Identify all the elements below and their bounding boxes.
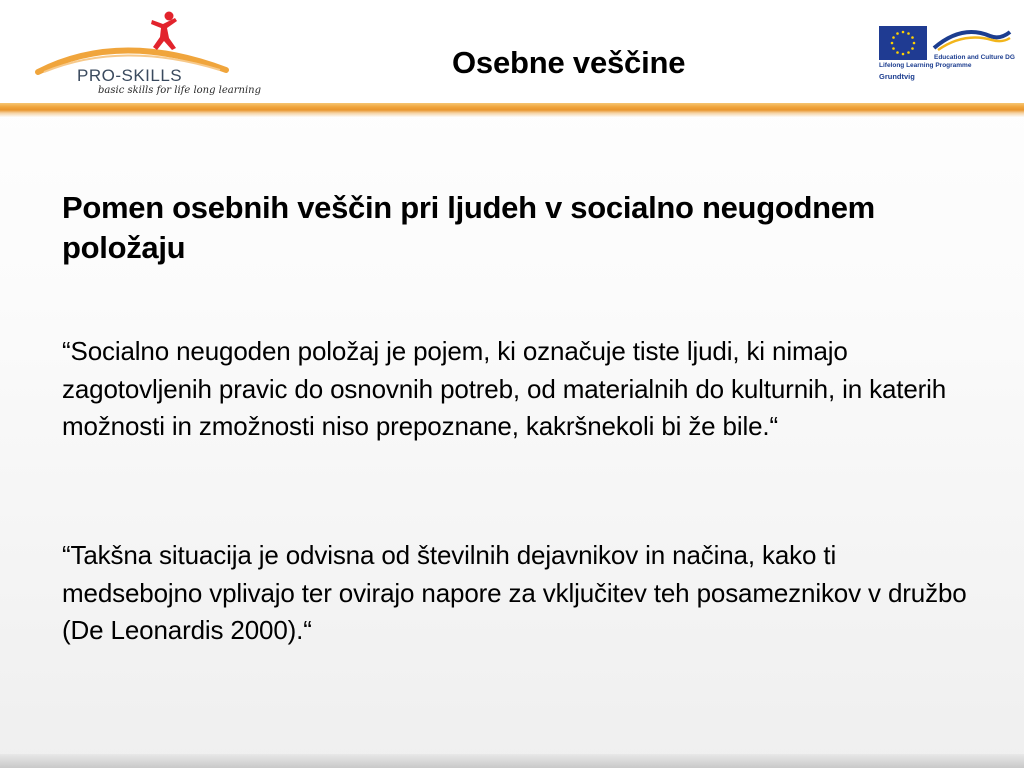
header-divider [0, 103, 1024, 117]
slide-header [0, 0, 1024, 106]
eu-programme-logo [877, 24, 1017, 90]
quote-paragraph-2: “Takšna situacija je odvisna od številnih dejavnikov in načina, kako ti medsebojno vplivajo ter ovirajo napore za vključitev teh posameznikov v družbo (De Leonardis 2000).“ [62, 540, 967, 645]
grundtvig-label: Grundtvig [879, 72, 915, 81]
bottom-edge [0, 754, 1024, 768]
slide-title: Osebne veščine [452, 45, 686, 80]
logo-tagline: basic skills for life long learning [98, 85, 262, 96]
slide-subtitle: Pomen osebnih veščin pri ljudeh v socialno neugodnem položaju [62, 190, 875, 265]
logo-name: PRO-SKILLS [77, 66, 183, 85]
pro-skills-logo [30, 6, 260, 102]
eu-programme-label: Lifelong Learning Programme [879, 62, 972, 69]
education-culture-swoosh-icon [932, 26, 1012, 52]
quote-paragraph-1: “Socialno neugoden položaj je pojem, ki označuje tiste ljudi, ki nimajo zagotovljenih pravic do osnovnih potreb, od materialnih do kulturnih, in katerih možnosti in zmožnosti niso prepoznane, kakršnekoli bi že bile.“ [62, 336, 947, 441]
eu-department-label: Education and Culture DG [934, 54, 1015, 61]
eu-flag-icon [879, 26, 927, 60]
